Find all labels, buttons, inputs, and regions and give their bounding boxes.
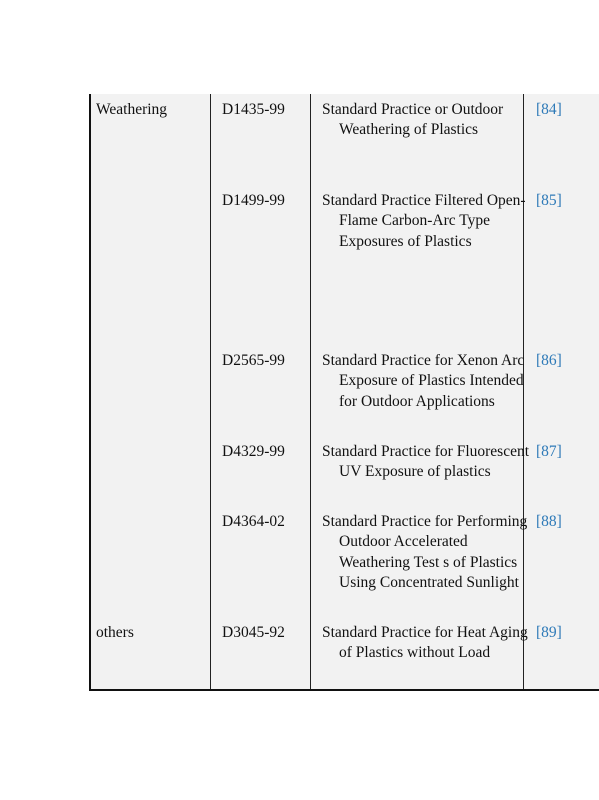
standard-code: D4329-99 [222, 443, 285, 460]
standard-title: Standard Practice for Fluorescent UV Exposure of plastics [322, 443, 530, 481]
category-weathering: Weathering [96, 101, 168, 118]
reference-link[interactable]: [85] [536, 192, 562, 209]
standard-code: D1499-99 [222, 192, 285, 209]
standard-title: Standard Practice Filtered Open-Flame Carbon-Arc Type Exposures of Plastics [322, 192, 526, 250]
category-others: others [96, 624, 134, 641]
reference-link[interactable]: [84] [536, 101, 562, 118]
column-divider-1 [210, 94, 211, 691]
table-bottom-border [89, 689, 599, 691]
standard-title: Standard Practice for Xenon Arc Exposure of Plastics Intended for Outdoor Applications [322, 352, 525, 410]
standard-title: Standard Practice for Performing Outdoor Accelerated Weathering Test s of Plastics Using Concentrated Sunlight [322, 513, 528, 592]
column-divider-2 [310, 94, 311, 691]
standard-code: D4364-02 [222, 513, 285, 530]
reference-link[interactable]: [89] [536, 624, 562, 641]
standard-code: D3045-92 [222, 624, 285, 641]
standards-table [89, 94, 599, 691]
standard-title: Standard Practice for Heat Aging of Plastics without Load [322, 624, 528, 662]
reference-link[interactable]: [88] [536, 513, 562, 530]
standard-title: Standard Practice or Outdoor Weathering of Plastics [322, 101, 504, 139]
standard-code: D1435-99 [222, 101, 285, 118]
table-left-border [89, 94, 91, 691]
reference-link[interactable]: [87] [536, 443, 562, 460]
reference-link[interactable]: [86] [536, 352, 562, 369]
standard-code: D2565-99 [222, 352, 285, 369]
